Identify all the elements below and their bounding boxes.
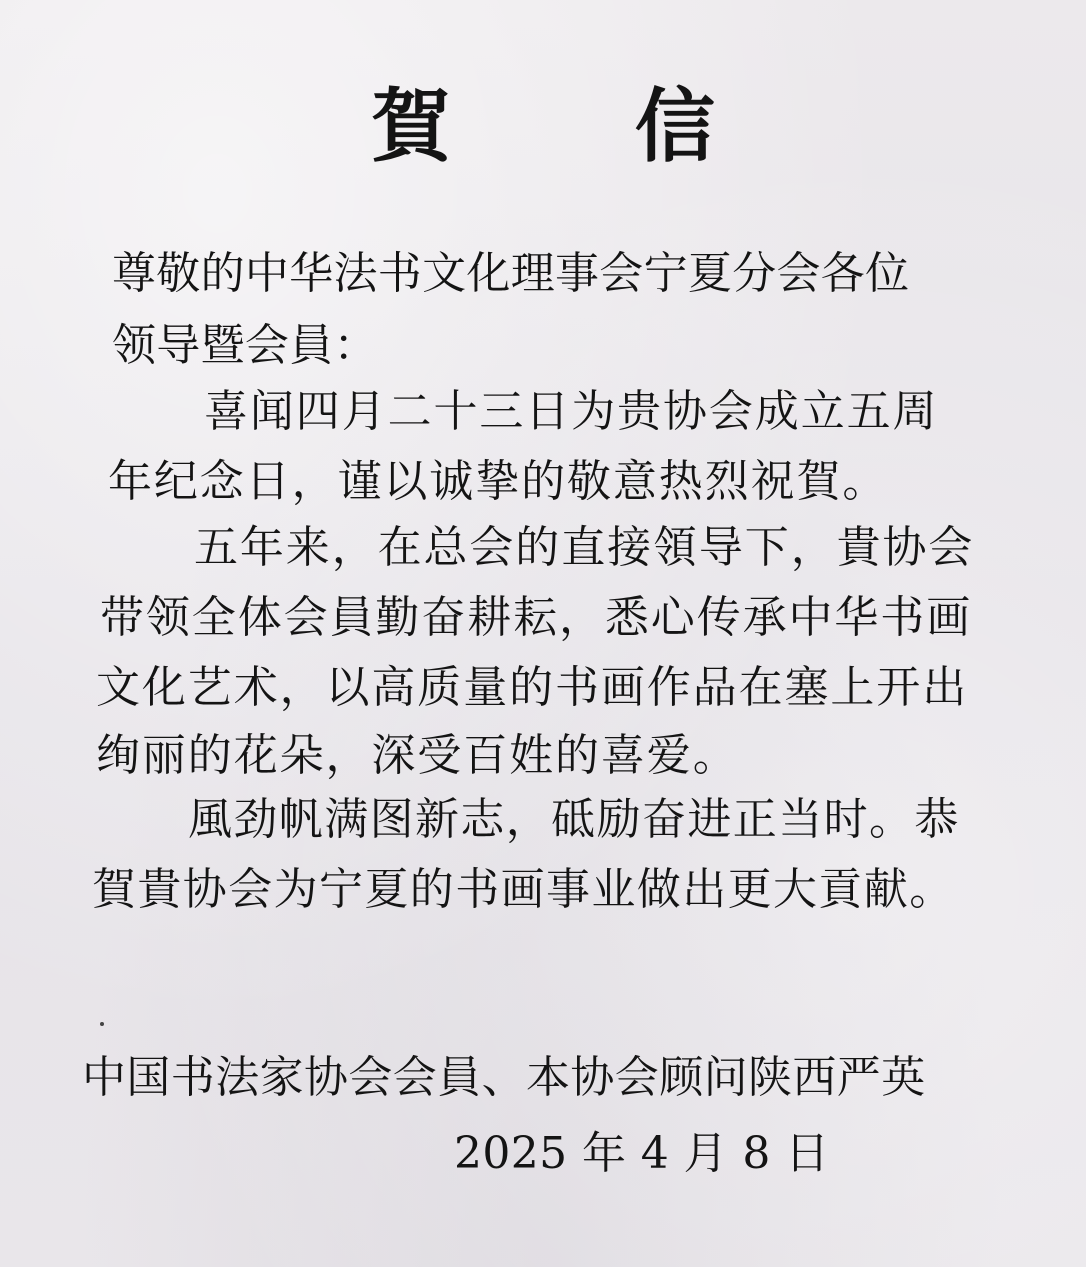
paragraph-2-line: 带领全体会員勤奋耕耘，悉心传承中华书画 <box>100 592 973 643</box>
paragraph-2-line: 绚丽的花朵，深受百姓的喜爱。 <box>96 730 739 781</box>
paragraph-3-line: 風劲帆满图新志，砥励奋进正当时。恭 <box>188 794 960 845</box>
signature: 中国书法家协会会員、本协会顾问陕西严英 <box>82 1052 926 1103</box>
paragraph-1-line: 年纪念日，谨以诚挚的敬意热烈祝賀。 <box>108 456 889 507</box>
paragraph-1-line: 喜闻四月二十三日为贵协会成立五周 <box>204 386 939 437</box>
paragraph-2-line: 五年来，在总会的直接領导下，貴协会 <box>194 522 975 573</box>
paragraph-3-line: 賀貴协会为宁夏的书画事业做出更大貢献。 <box>92 864 955 915</box>
salutation-line: 尊敬的中华法书文化理事会宁夏分会各位 <box>112 248 910 299</box>
letter-date: 2025 年 4 月 8 日 <box>454 1128 830 1179</box>
paragraph-2-line: 文化艺术，以高质量的书画作品在塞上开出 <box>96 662 969 713</box>
paper-speck <box>100 1022 104 1026</box>
letter-title: 賀 信 <box>371 79 793 173</box>
salutation-line: 领导暨会員： <box>112 320 378 371</box>
